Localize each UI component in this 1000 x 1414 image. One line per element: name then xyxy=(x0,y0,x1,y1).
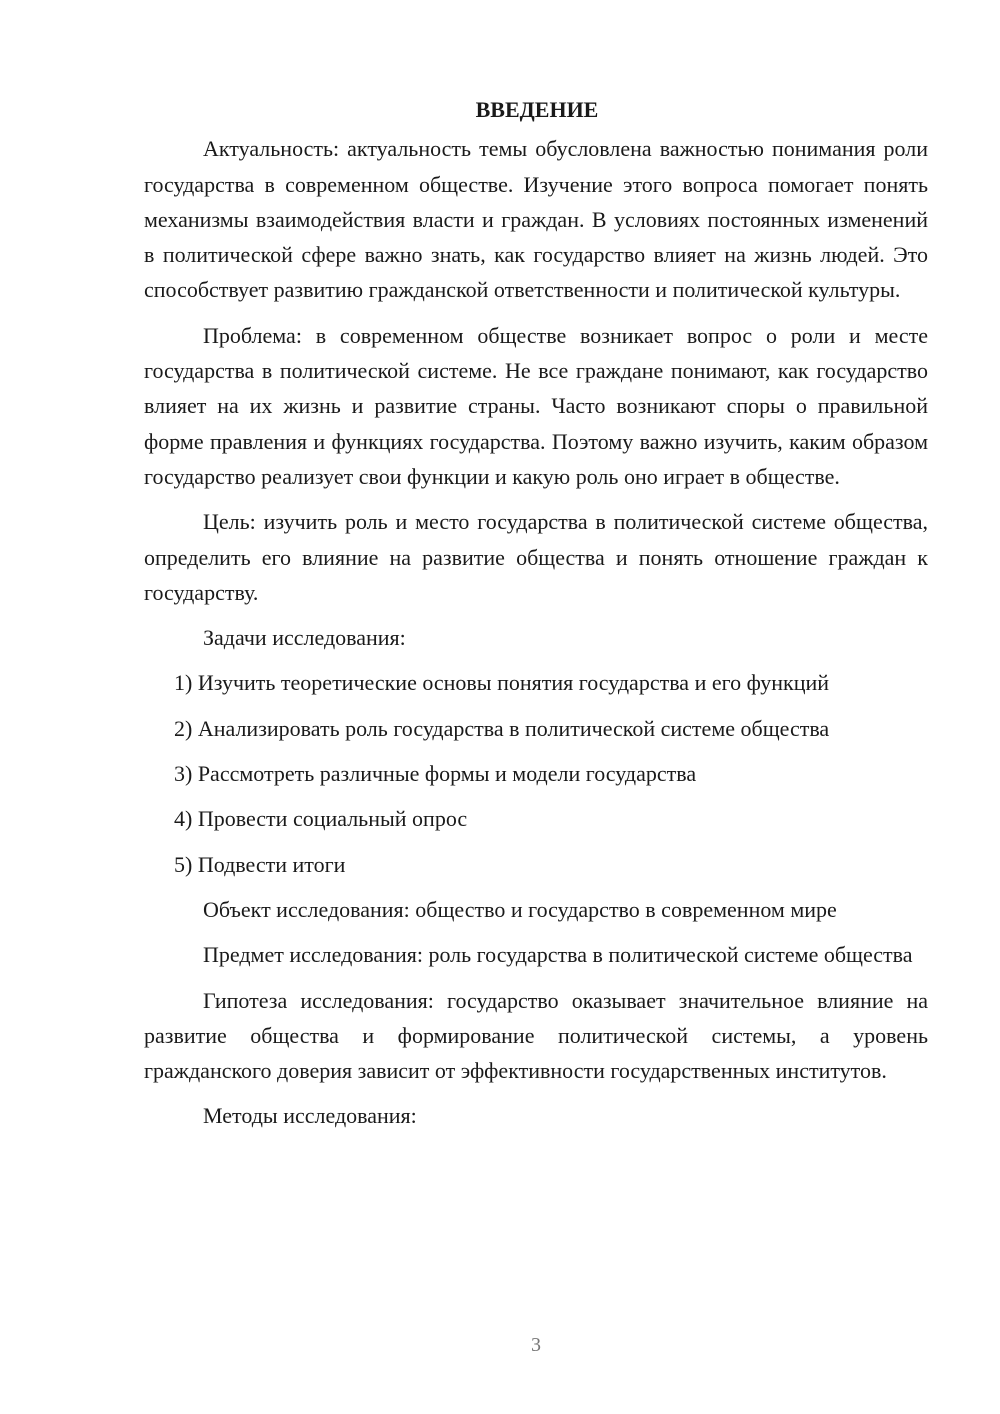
goal-paragraph: Цель: изучить роль и место государства в политической системе общества, определить его влияние на развитие общества и понять отношение граждан к государству. xyxy=(144,509,928,605)
hypothesis-paragraph: Гипотеза исследования: государство оказывает значительное влияние на развитие общества и формирование политической системы, а уровень гражданского доверия зависит от эффективности государственных институтов. xyxy=(144,987,928,1084)
task-item-5: 5) Подвести итоги xyxy=(174,851,346,877)
tasks-heading: Задачи исследования: xyxy=(203,625,406,651)
section-title: ВВЕДЕНИЕ xyxy=(475,97,599,122)
object-line: Объект исследования: общество и государство в современном мире xyxy=(203,896,837,922)
task-item-4: 4) Провести социальный опрос xyxy=(174,806,468,832)
task-item-3: 3) Рассмотреть различные формы и модели государства xyxy=(174,761,697,787)
task-list xyxy=(144,665,928,881)
page-number: 3 xyxy=(531,1334,541,1356)
task-item-1: 1) Изучить теоретические основы понятия государства и его функций xyxy=(174,670,830,696)
methods-heading: Методы исследования: xyxy=(203,1103,417,1129)
document-page xyxy=(144,92,928,1144)
task-item-2: 2) Анализировать роль государства в политической системе общества xyxy=(174,715,830,741)
relevance-paragraph: Актуальность: актуальность темы обусловлена важностью понимания роли государства в современном обществе. Изучение этого вопроса помогает понять механизмы взаимодействия власти и граждан. В условиях постоянных изменений в политической сфере важно знать, как государство влияет на жизнь людей. Это способствует развитию гражданской ответственности и политической культуры. xyxy=(144,136,928,303)
problem-paragraph: Проблема: в современном обществе возникает вопрос о роли и месте государства в политической системе. Не все граждане понимают, как государство влияет на их жизнь и развитие страны. Часто возникают споры о правильной форме правления и функциях государства. Поэтому важно изучить, каким образом государство реализует свои функции и какую роль оно играет в обществе. xyxy=(144,322,928,489)
subject-paragraph: Предмет исследования: роль государства в политической системе общества xyxy=(203,942,913,968)
